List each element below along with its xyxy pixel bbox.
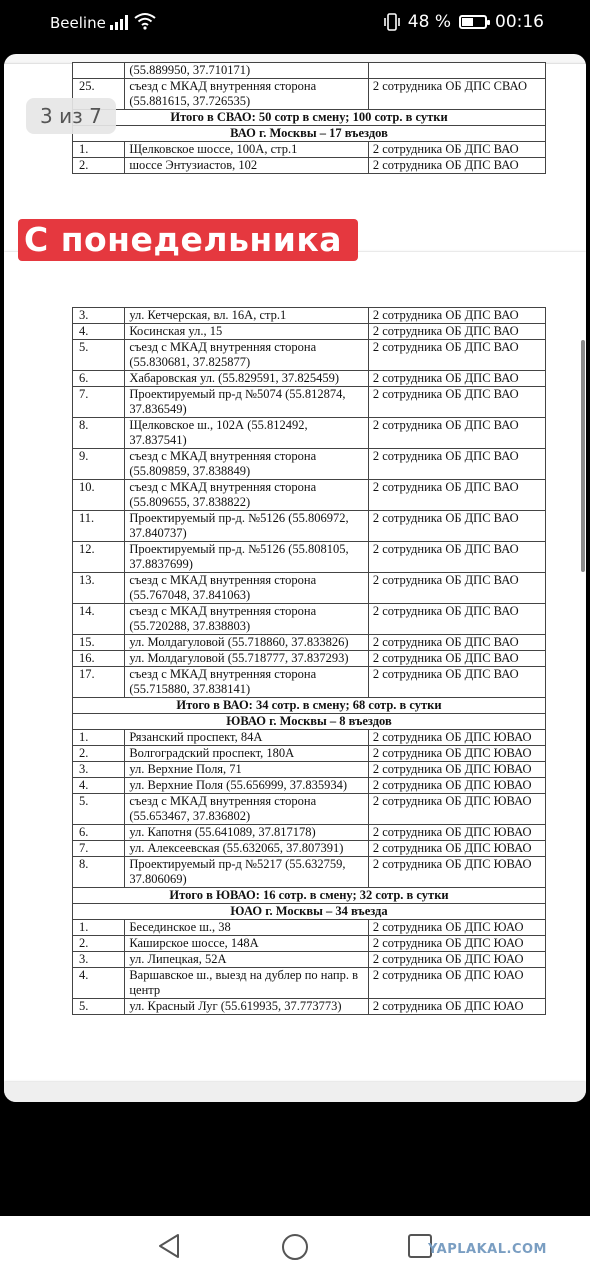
row-number: 15. [73,635,125,651]
responsible-cell: 2 сотрудника ОБ ДПС ВАО [368,418,545,449]
table-row [73,841,546,857]
total-cell: ЮАО г. Москвы – 34 въезда [73,904,546,920]
location-cell: Проектируемый пр-д. №5126 (55.808105, 37.8837699) [125,542,369,573]
table-row [73,936,546,952]
table-total-row [73,698,546,714]
location-cell: съезд с МКАД внутренняя сторона (55.720288, 37.838803) [125,604,369,635]
row-number: 10. [73,480,125,511]
carrier-label: Beeline [50,14,106,32]
responsible-cell: 2 сотрудника ОБ ДПС ВАО [368,511,545,542]
responsible-cell: 2 сотрудника ОБ ДПС ЮВАО [368,730,545,746]
location-cell: ул. Капотня (55.641089, 37.817178) [125,825,369,841]
row-number: 1. [73,142,125,158]
responsible-cell: 2 сотрудника ОБ ДПС ЮАО [368,999,545,1015]
clock: 00:16 [495,12,544,32]
table-row [73,667,546,698]
responsible-cell: 2 сотрудника ОБ ДПС ВАО [368,542,545,573]
location-cell: Щелковское шоссе, 100А, стр.1 [125,142,369,158]
row-number: 7. [73,841,125,857]
location-cell: ул. Молдагуловой (55.718777, 37.837293) [125,651,369,667]
table-row [73,449,546,480]
table-total-row [73,714,546,730]
story-counter: 3 из 7 [26,98,116,134]
table-row [73,794,546,825]
table-row [73,79,546,110]
row-number: 11. [73,511,125,542]
responsible-cell: 2 сотрудника ОБ ДПС ВАО [368,604,545,635]
table-row [73,308,546,324]
table-row [73,730,546,746]
row-number: 13. [73,573,125,604]
row-number: 6. [73,371,125,387]
table-row [73,387,546,418]
status-bar [0,0,590,48]
table-row [73,952,546,968]
responsible-cell: 2 сотрудника ОБ ДПС ВАО [368,142,545,158]
signal-icon [110,14,128,30]
table-row [73,920,546,936]
location-cell: ул. Верхние Поля, 71 [125,762,369,778]
location-cell: ул. Красный Луг (55.619935, 37.773773) [125,999,369,1015]
table-row [73,340,546,371]
total-cell: ВАО г. Москвы – 17 въездов [73,126,546,142]
responsible-cell: 2 сотрудника ОБ ДПС ВАО [368,340,545,371]
row-number: 5. [73,340,125,371]
responsible-cell: 2 сотрудника ОБ ДПС ЮВАО [368,794,545,825]
table-row [73,968,546,999]
table-row [73,158,546,174]
responsible-cell: 2 сотрудника ОБ ДПС ЮВАО [368,762,545,778]
location-cell: Рязанский проспект, 84А [125,730,369,746]
location-cell: Щелковское ш., 102А (55.812492, 37.837541) [125,418,369,449]
table-row [73,480,546,511]
row-number: 3. [73,308,125,324]
responsible-cell: 2 сотрудника ОБ ДПС ЮАО [368,936,545,952]
responsible-cell: 2 сотрудника ОБ ДПС ВАО [368,573,545,604]
location-cell: шоссе Энтузиастов, 102 [125,158,369,174]
table-row [73,825,546,841]
responsible-cell: 2 сотрудника ОБ ДПС ЮВАО [368,841,545,857]
battery-percent: 48 % [407,12,451,32]
table-row [73,542,546,573]
row-number: 14. [73,604,125,635]
location-cell: съезд с МКАД внутренняя сторона (55.881615, 37.726535) [125,79,369,110]
table-row [73,63,546,79]
row-number: 2. [73,936,125,952]
total-cell: Итого в ЮВАО: 16 сотр. в смену; 32 сотр. в сутки [73,888,546,904]
responsible-cell: 2 сотрудника ОБ ДПС ВАО [368,667,545,698]
table-row [73,762,546,778]
table-total-row [73,110,546,126]
responsible-cell: 2 сотрудника ОБ ДПС ЮАО [368,920,545,936]
row-number: 8. [73,857,125,888]
responsible-cell: 2 сотрудника ОБ ДПС ЮВАО [368,857,545,888]
location-cell: Проектируемый пр-д №5074 (55.812874, 37.836549) [125,387,369,418]
row-number: 6. [73,825,125,841]
responsible-cell: 2 сотрудника ОБ ДПС ЮАО [368,952,545,968]
table-total-row [73,888,546,904]
location-cell: ул. Алексеевская (55.632065, 37.807391) [125,841,369,857]
story-banner: С понедельника [18,219,358,261]
responsible-cell: 2 сотрудника ОБ ДПС ВАО [368,635,545,651]
table-row [73,142,546,158]
location-cell: съезд с МКАД внутренняя сторона (55.809859, 37.838849) [125,449,369,480]
location-cell: (55.889950, 37.710171) [125,63,369,79]
table-row [73,635,546,651]
back-icon[interactable] [156,1232,182,1260]
table-row [73,746,546,762]
location-cell: Хабаровская ул. (55.829591, 37.825459) [125,371,369,387]
responsible-cell [368,63,545,79]
responsible-cell: 2 сотрудника ОБ ДПС ЮВАО [368,825,545,841]
responsible-cell: 2 сотрудника ОБ ДПС ВАО [368,371,545,387]
battery-icon [459,15,487,29]
responsible-cell: 2 сотрудника ОБ ДПС ЮВАО [368,746,545,762]
responsible-cell: 2 сотрудника ОБ ДПС ВАО [368,308,545,324]
responsible-cell: 2 сотрудника ОБ ДПС ЮВАО [368,778,545,794]
table-row [73,371,546,387]
responsible-cell: 2 сотрудника ОБ ДПС ВАО [368,324,545,340]
document-page-next [4,1082,586,1102]
watermark: YAPLAKAL.COM [428,1242,547,1257]
table-row [73,604,546,635]
location-cell: Бесединское ш., 38 [125,920,369,936]
responsible-cell: 2 сотрудника ОБ ДПС ВАО [368,158,545,174]
location-cell: съезд с МКАД внутренняя сторона (55.653467, 37.836802) [125,794,369,825]
location-cell: Косинская ул., 15 [125,324,369,340]
table-row [73,511,546,542]
responsible-cell: 2 сотрудника ОБ ДПС ВАО [368,387,545,418]
location-cell: Проектируемый пр-д №5217 (55.632759, 37.806069) [125,857,369,888]
table-row [73,418,546,449]
location-cell: ул. Молдагуловой (55.718860, 37.833826) [125,635,369,651]
row-number: 4. [73,968,125,999]
row-number: 2. [73,158,125,174]
vibrate-icon [384,13,400,31]
row-number: 3. [73,762,125,778]
row-number: 9. [73,449,125,480]
row-number: 16. [73,651,125,667]
location-cell: ул. Кетчерская, вл. 16А, стр.1 [125,308,369,324]
table-total-row [73,904,546,920]
row-number [73,63,125,79]
table-row [73,651,546,667]
row-number: 5. [73,794,125,825]
row-number: 4. [73,778,125,794]
row-number: 12. [73,542,125,573]
entries-table-main [72,307,546,1015]
row-number: 1. [73,730,125,746]
responsible-cell: 2 сотрудника ОБ ДПС СВАО [368,79,545,110]
table-row [73,999,546,1015]
table-row [73,778,546,794]
table-total-row [73,126,546,142]
total-cell: ЮВАО г. Москвы – 8 въездов [73,714,546,730]
location-cell: ул. Липецкая, 52А [125,952,369,968]
responsible-cell: 2 сотрудника ОБ ДПС ВАО [368,651,545,667]
wifi-icon [134,12,156,30]
location-cell: Варшавское ш., выезд на дублер по напр. в центр [125,968,369,999]
responsible-cell: 2 сотрудника ОБ ДПС ВАО [368,449,545,480]
responsible-cell: 2 сотрудника ОБ ДПС ЮАО [368,968,545,999]
responsible-cell: 2 сотрудника ОБ ДПС ВАО [368,480,545,511]
row-number: 2. [73,746,125,762]
location-cell: Проектируемый пр-д. №5126 (55.806972, 37.840737) [125,511,369,542]
location-cell: Каширское шоссе, 148А [125,936,369,952]
row-number: 17. [73,667,125,698]
entries-table-top [72,62,546,174]
row-number: 4. [73,324,125,340]
row-number: 3. [73,952,125,968]
scrollbar[interactable] [581,340,585,572]
row-number: 5. [73,999,125,1015]
table-row [73,857,546,888]
location-cell: Волгоградский проспект, 180А [125,746,369,762]
row-number: 7. [73,387,125,418]
home-icon[interactable] [282,1234,308,1260]
row-number: 8. [73,418,125,449]
location-cell: съезд с МКАД внутренняя сторона (55.715880, 37.838141) [125,667,369,698]
total-cell: Итого в СВАО: 50 сотр в смену; 100 сотр. в сутки [73,110,546,126]
table-row [73,573,546,604]
location-cell: ул. Верхние Поля (55.656999, 37.835934) [125,778,369,794]
row-number: 1. [73,920,125,936]
table-row [73,324,546,340]
location-cell: съезд с МКАД внутренняя сторона (55.767048, 37.841063) [125,573,369,604]
location-cell: съезд с МКАД внутренняя сторона (55.809655, 37.838822) [125,480,369,511]
location-cell: съезд с МКАД внутренняя сторона (55.830681, 37.825877) [125,340,369,371]
total-cell: Итого в ВАО: 34 сотр. в смену; 68 сотр. в сутки [73,698,546,714]
row-number: 25. [73,79,125,110]
